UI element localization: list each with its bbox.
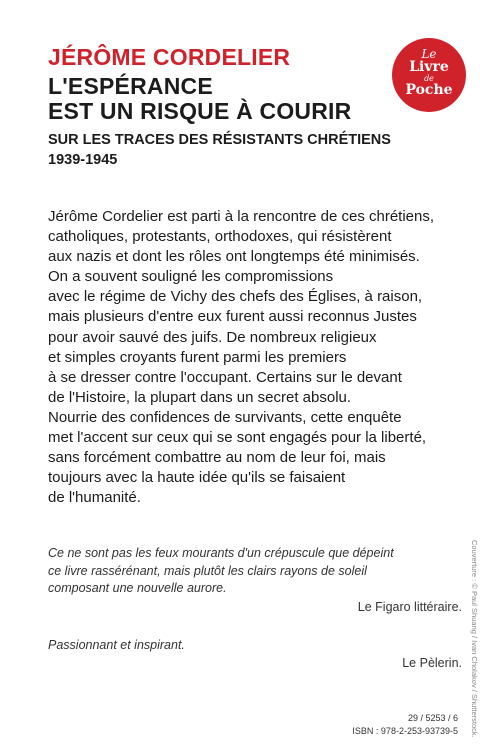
book-summary xyxy=(48,207,434,508)
quote-line: Passionnant et inspirant. xyxy=(48,638,185,652)
summary-line: à se dresser contre l'occupant. Certains sur le devant xyxy=(48,368,402,386)
summary-line: sans forcément combattre au nom de leur foi, mais xyxy=(48,449,386,467)
summary-line: toujours avec la haute idée qu'ils se faisaient xyxy=(48,469,346,487)
title-line: EST UN RISQUE À COURIR xyxy=(48,98,352,124)
publisher-logo xyxy=(392,38,466,112)
catalog-code: 29 / 5253 / 6 xyxy=(407,713,458,723)
summary-line: pour avoir sauvé des juifs. De nombreux religieux xyxy=(48,328,377,346)
quote-line: ce livre rassérénant, mais plutôt les clairs rayons de soleil xyxy=(48,563,367,578)
summary-line: mais plusieurs d'entre eux furent aussi reconnus Justes xyxy=(48,308,417,326)
press-quote xyxy=(48,545,394,598)
summary-line: met l'accent sur ceux qui se sont engagés pour la liberté, xyxy=(48,429,427,447)
quote-line: Ce ne sont pas les feux mourants d'un crépuscule que dépeint xyxy=(48,546,394,560)
summary-line: avec le régime de Vichy des chefs des Églises, à raison, xyxy=(48,288,423,306)
title-line: L'ESPÉRANCE xyxy=(48,73,213,99)
summary-line: catholiques, protestants, orthodoxes, qui résistèrent xyxy=(48,228,392,246)
summary-line: On a souvent souligné les compromissions xyxy=(48,268,334,286)
cover-credit: Couverture : © Paul Shuang / Ivan Cholakov / Shutterstock. xyxy=(470,540,479,738)
subtitle-line: SUR LES TRACES DES RÉSISTANTS CHRÉTIENS xyxy=(48,132,391,148)
summary-line: et simples croyants furent parmi les premiers xyxy=(48,348,347,366)
summary-line: de l'Histoire, la plupart dans un secret absolu. xyxy=(48,388,352,406)
book-codes xyxy=(352,712,458,738)
logo-text: Poche xyxy=(405,82,453,98)
logo-text: Le xyxy=(421,47,437,61)
book-subtitle xyxy=(48,130,391,170)
book-title xyxy=(48,74,351,124)
logo-text: Livre xyxy=(409,59,449,75)
quote-source: Le Figaro littéraire. xyxy=(357,600,462,614)
logo-text: de xyxy=(424,74,434,83)
subtitle-line: 1939-1945 xyxy=(48,152,118,168)
author-name: JÉRÔME CORDELIER xyxy=(48,44,291,70)
summary-line: aux nazis et dont les rôles ont longtemps été minimisés. xyxy=(48,248,420,266)
summary-line: Nourrie des confidences de survivants, cette enquête xyxy=(48,408,402,426)
press-quote xyxy=(48,637,185,655)
quote-source: Le Pèlerin. xyxy=(402,656,462,670)
isbn: ISBN : 978-2-253-93739-5 xyxy=(352,726,458,736)
summary-line: de l'humanité. xyxy=(48,489,141,507)
summary-line: Jérôme Cordelier est parti à la rencontre de ces chrétiens, xyxy=(48,208,435,225)
quote-line: composant une nouvelle aurore. xyxy=(48,581,227,595)
